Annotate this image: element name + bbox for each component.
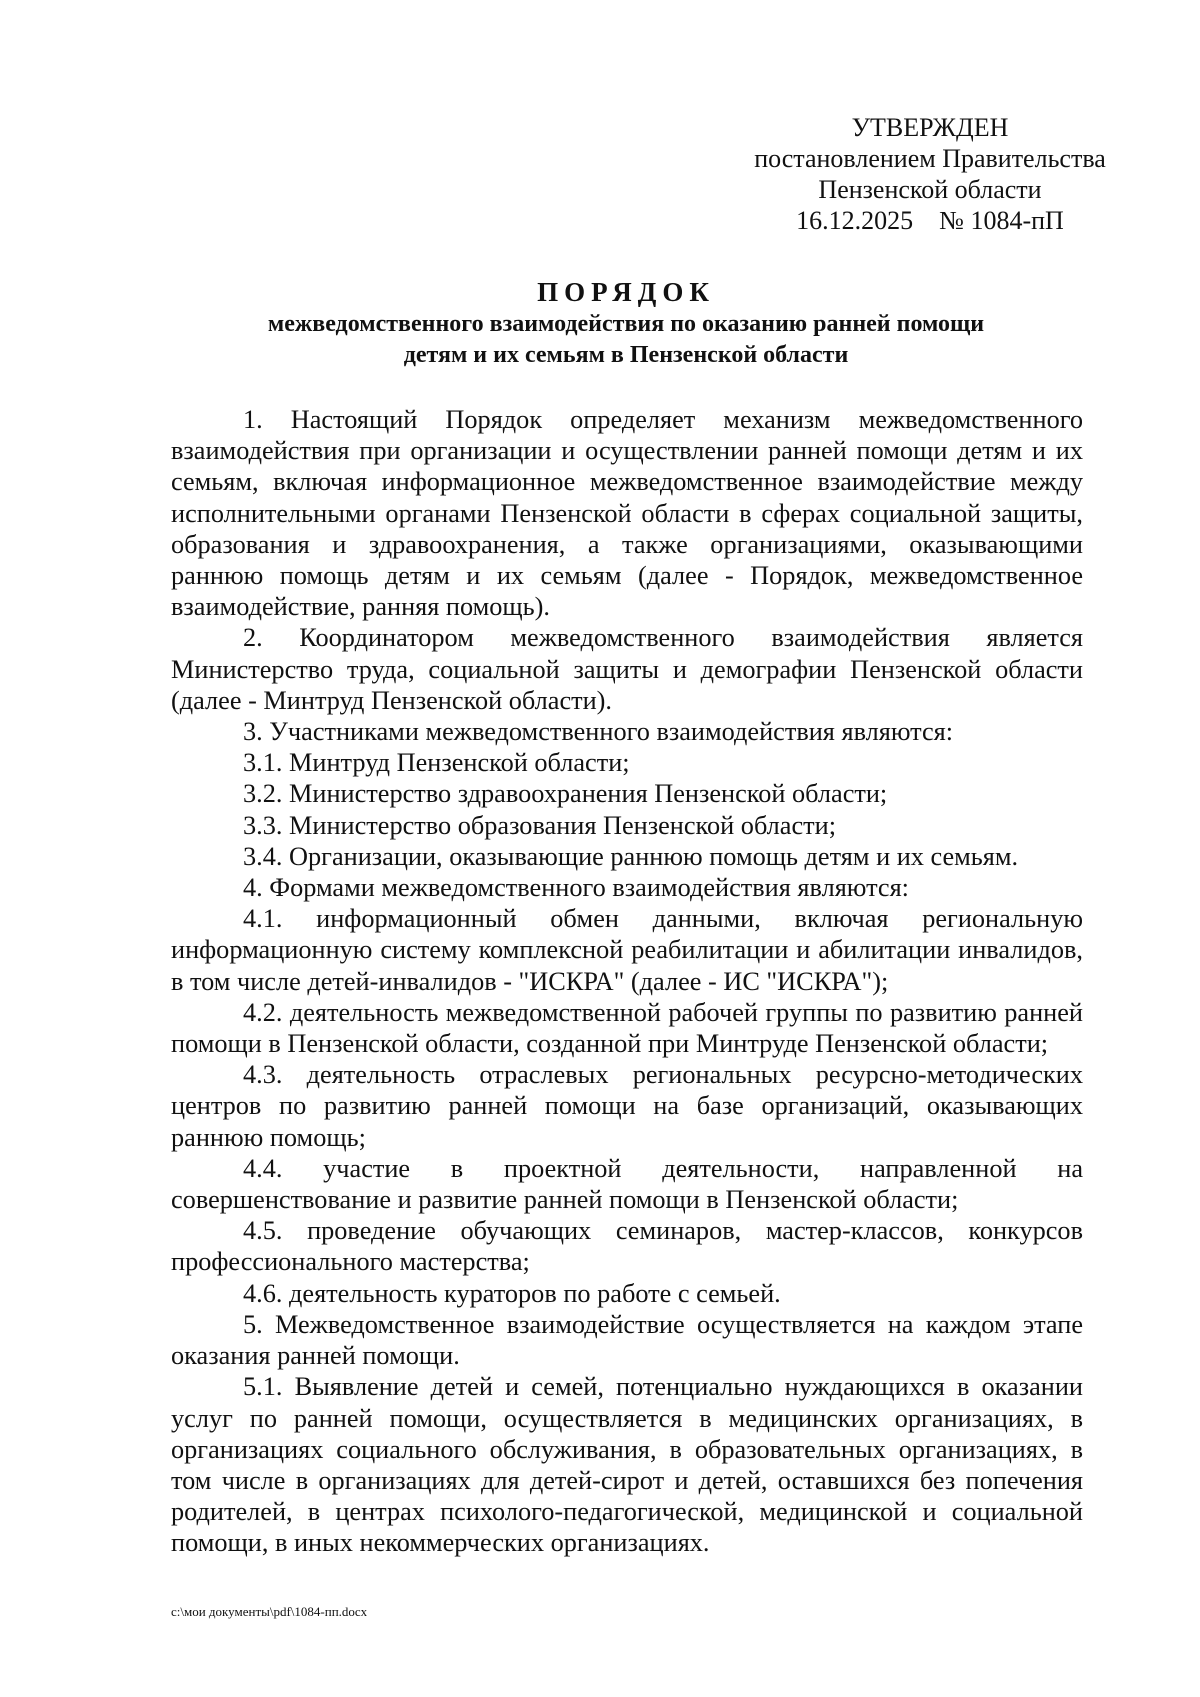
paragraph-3: 3. Участниками межведомственного взаимодействия являются: (243, 717, 954, 747)
paragraph-3-1: 3.1. Минтруд Пензенской области; (243, 748, 630, 778)
paragraph-1: 1. Настоящий Порядок определяет механизм межведомственного взаимодействия при организации и осуществлении ранней помощи детям и их семьям, включая информационное межведомственное взаимодействие между исполнительными органами Пензенской области в сферах социальной защиты, образования и здравоохранения, а также организациями, оказывающими раннюю помощь детям и их семьям (далее - Порядок, межведомственное взаимодействие, ранняя помощь). (171, 405, 1083, 622)
title-sub-line-1: межведомственного взаимодействия по оказанию ранней помощи (267, 311, 985, 337)
paragraph-4-5: 4.5. проведение обучающих семинаров, мастер-классов, конкурсов профессионального мастерства; (171, 1216, 1083, 1277)
paragraph-4-6: 4.6. деятельность кураторов по работе с семьей. (243, 1278, 781, 1308)
paragraph-3-2: 3.2. Министерство здравоохранения Пензенской области; (243, 779, 888, 809)
paragraph-3-3: 3.3. Министерство образования Пензенской области; (243, 810, 837, 840)
approval-stamp (740, 112, 1120, 236)
paragraph-4: 4. Формами межведомственного взаимодействия являются: (243, 873, 909, 903)
title-main: ПОРЯДОК (537, 277, 715, 307)
paragraph-5-1: 5.1. Выявление детей и семей, потенциально нуждающихся в оказании услуг по ранней помощи, осуществляется в медицинских организациях, в организациях социального обслуживания, в образовательных организациях, в том числе в организациях для детей-сирот и детей, оставшихся без попечения родителей, в центрах психолого-педагогической, медицинской и социальной помощи, в иных некоммерческих организациях. (171, 1372, 1083, 1558)
document-title (170, 276, 1082, 371)
paragraph-4-4: 4.4. участие в проектной деятельности, направленной на совершенствование и развитие ранней помощи в Пензенской области; (171, 1153, 1083, 1215)
paragraph-4-2: 4.2. деятельность межведомственной рабочей группы по развитию ранней помощи в Пензенской области, созданной при Минтруде Пензенской области; (171, 997, 1083, 1059)
title-sub-line-2: детям и их семьям в Пензенской области (403, 342, 849, 368)
paragraph-2: 2. Координатором межведомственного взаимодействия является Министерство труда, социальной защиты и демографии Пензенской области (далее - Минтруд Пензенской области). (171, 623, 1083, 715)
paragraph-5: 5. Межведомственное взаимодействие осуществляется на каждом этапе оказания ранней помощи. (171, 1309, 1083, 1371)
paragraph-4-1: 4.1. информационный обмен данными, включая региональную информационную систему комплексной реабилитации и абилитации инвалидов, в том числе детей-инвалидов - "ИСКРА" (далее - ИС "ИСКРА"); (171, 904, 1083, 996)
approval-region: Пензенской области (818, 175, 1042, 204)
paragraph-4-3: 4.3. деятельность отраслевых региональных ресурсно-методических центров по развитию ранней помощи на базе организаций, оказывающих раннюю помощь; (171, 1060, 1083, 1152)
approval-resolution: постановлением Правительства (754, 144, 1106, 173)
approval-date-number: 16.12.2025 № 1084-пП (796, 206, 1064, 235)
paragraph-3-4: 3.4. Организации, оказывающие раннюю помощь детям и их семьям. (243, 841, 1019, 871)
footer-file-path: c:\мои документы\pdf\1084-пп.docx (171, 1604, 368, 1619)
approval-heading: УТВЕРЖДЕН (851, 113, 1009, 142)
document-body (171, 404, 1083, 1559)
